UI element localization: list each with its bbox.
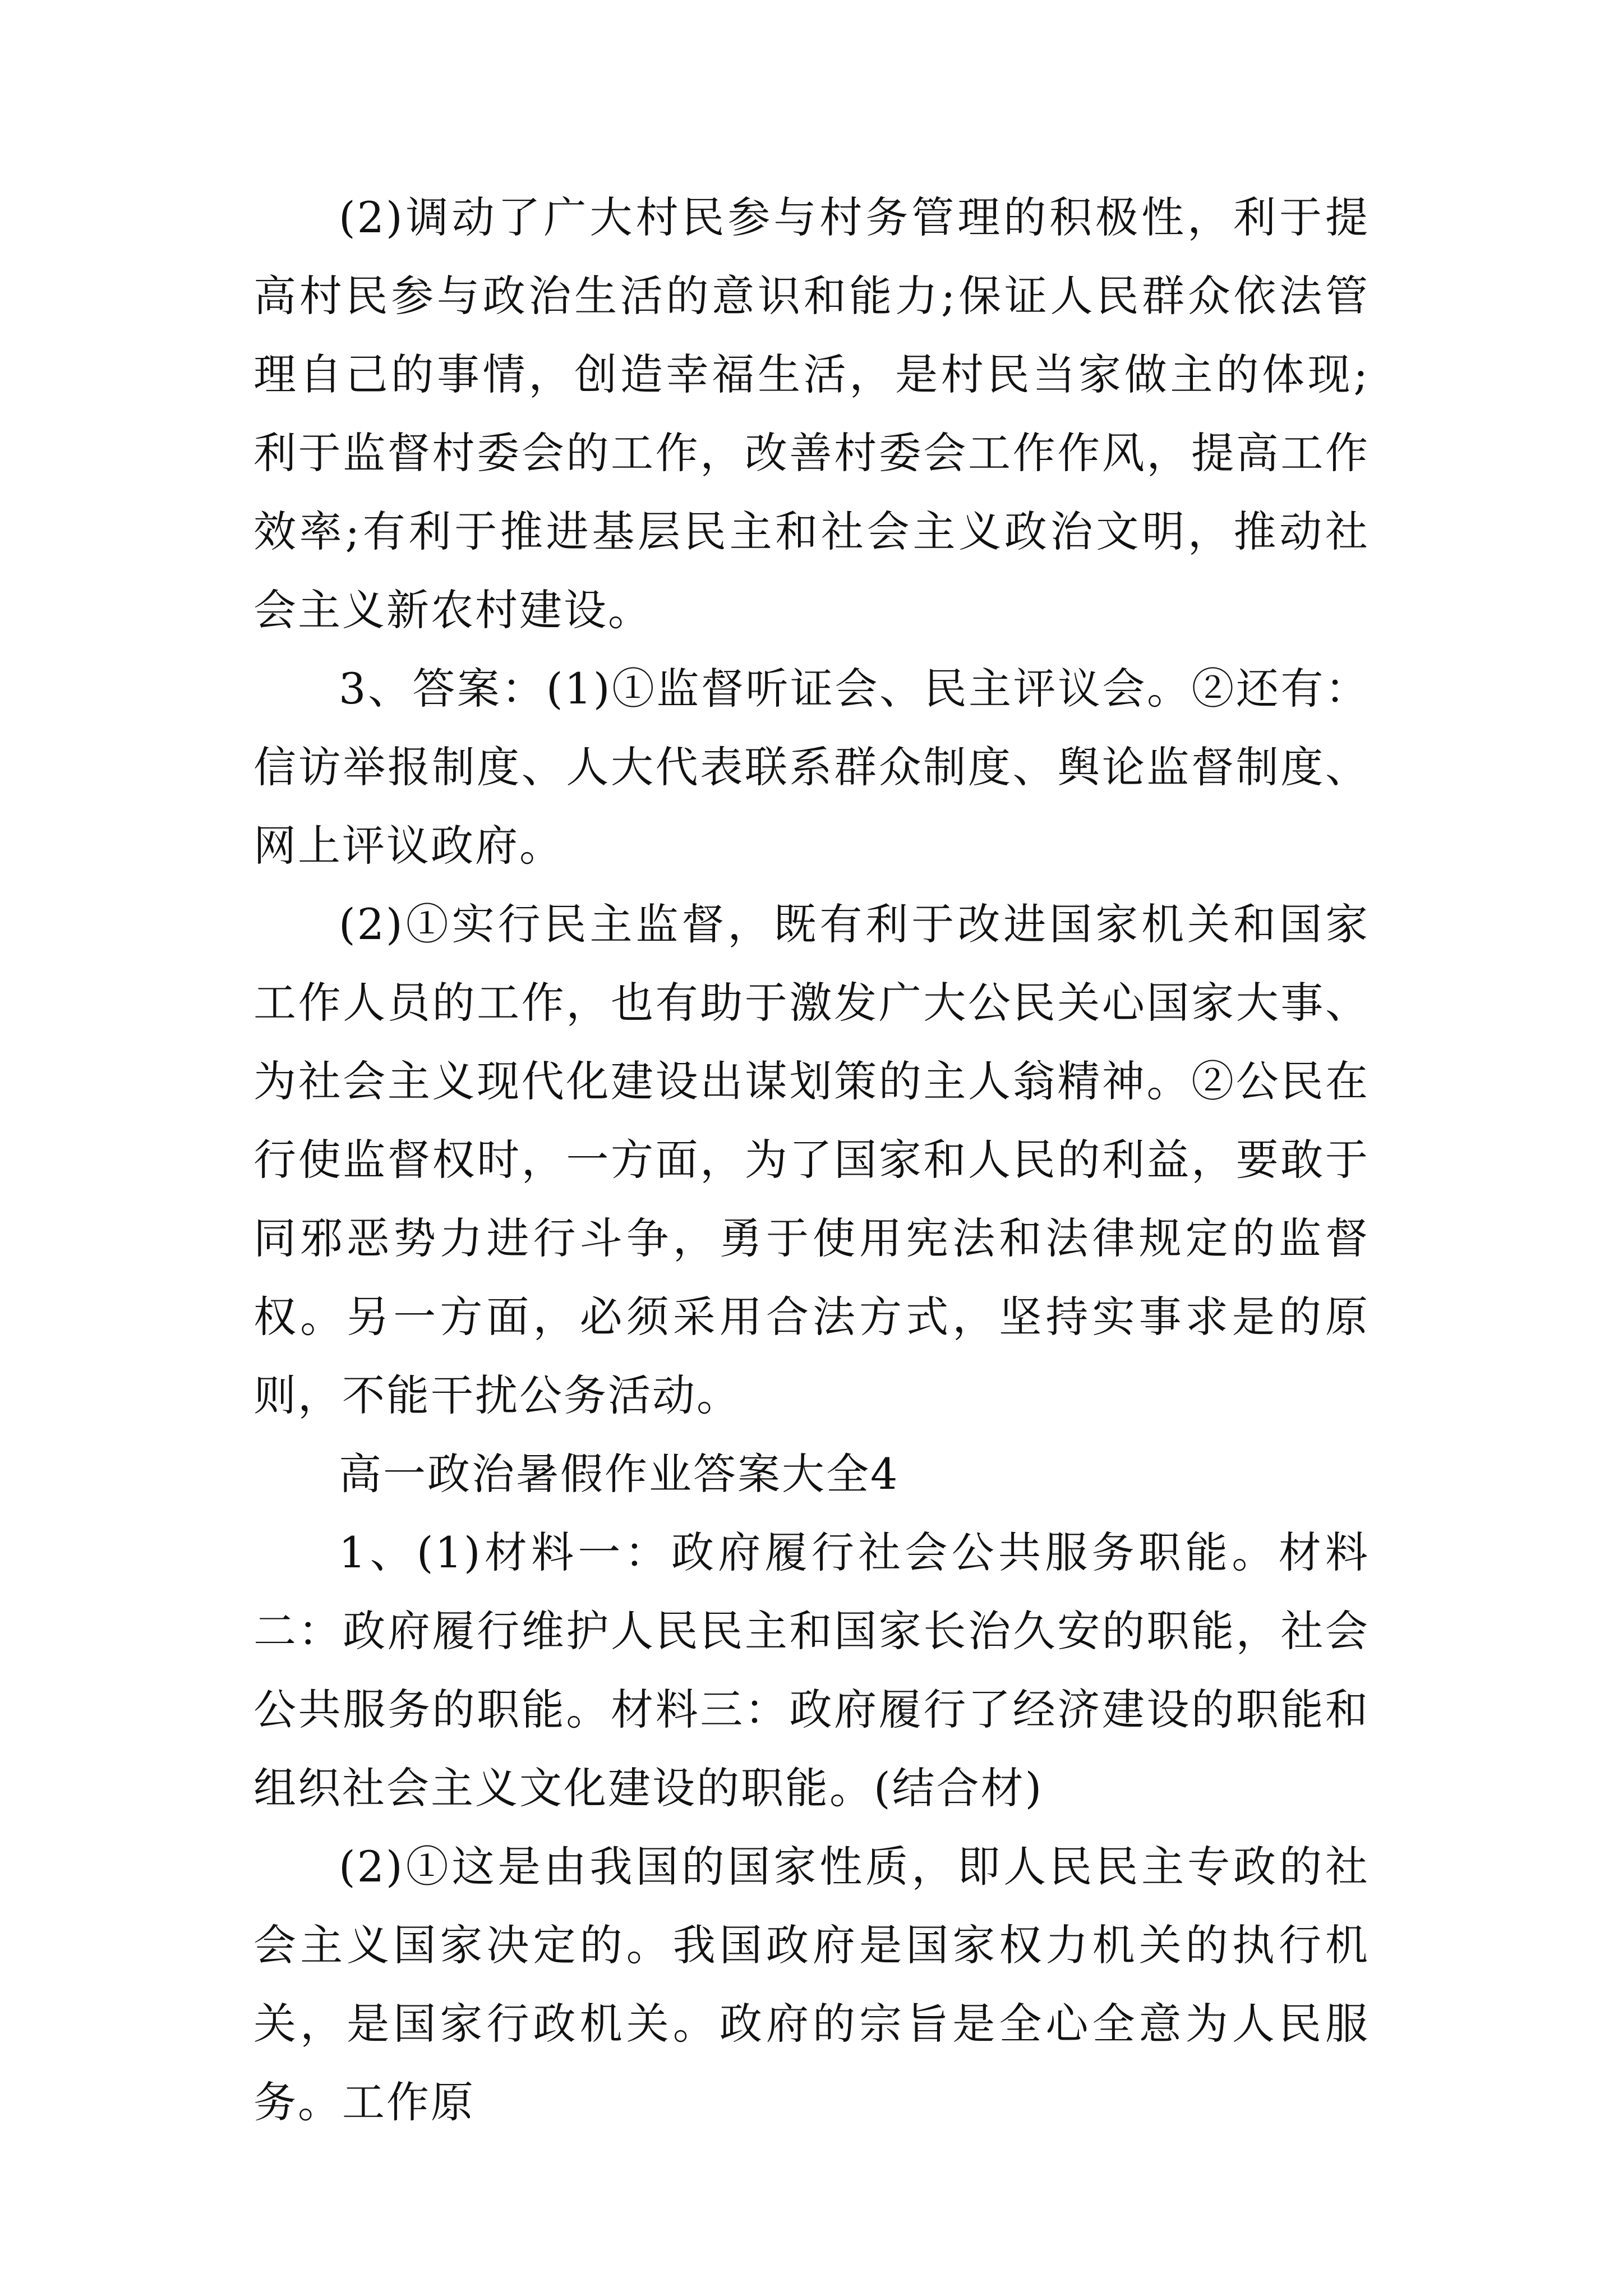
paragraph-answer-1-part-2: (2)①这是由我国的国家性质，即人民民主专政的社会主义国家决定的。我国政府是国家权力机关的执行机关，是国家行政机关。政府的宗旨是全心全意为人民服务。工作原 bbox=[253, 1842, 1370, 2127]
document-body bbox=[253, 178, 1370, 2142]
paragraph-answer-1-part-1: 1、(1)材料一：政府履行社会公共服务职能。材料二：政府履行维护人民民主和国家长治久安的职能，社会公共服务的职能。材料三：政府履行了经济建设的职能和组织社会主义文化建设的职能。(结合材) bbox=[253, 1527, 1370, 1813]
paragraph-answer-3-part-2: (2)①实行民主监督，既有利于改进国家机关和国家工作人员的工作，也有助于激发广大公民关心国家大事、为社会主义现代化建设出谋划策的主人翁精神。②公民在行使监督权时，一方面，为了国家和人民的利益，要敢于同邪恶势力进行斗争，勇于使用宪法和法律规定的监督权。另一方面，必须采用合法方式，坚持实事求是的原则，不能干扰公务活动。 bbox=[253, 899, 1370, 1420]
section-heading: 高一政治暑假作业答案大全4 bbox=[339, 1449, 900, 1499]
paragraph-village-autonomy: (2)调动了广大村民参与村务管理的积极性，利于提高村民参与政治生活的意识和能力;保证人民群众依法管理自己的事情，创造幸福生活，是村民当家做主的体现;利于监督村委会的工作，改善村委会工作作风，提高工作效率;有利于推进基层民主和社会主义政治文明，推动社会主义新农村建设。 bbox=[253, 192, 1370, 635]
paragraph-answer-3-part-1: 3、答案：(1)①监督听证会、民主评议会。②还有：信访举报制度、人大代表联系群众制度、舆论监督制度、网上评议政府。 bbox=[253, 664, 1370, 871]
